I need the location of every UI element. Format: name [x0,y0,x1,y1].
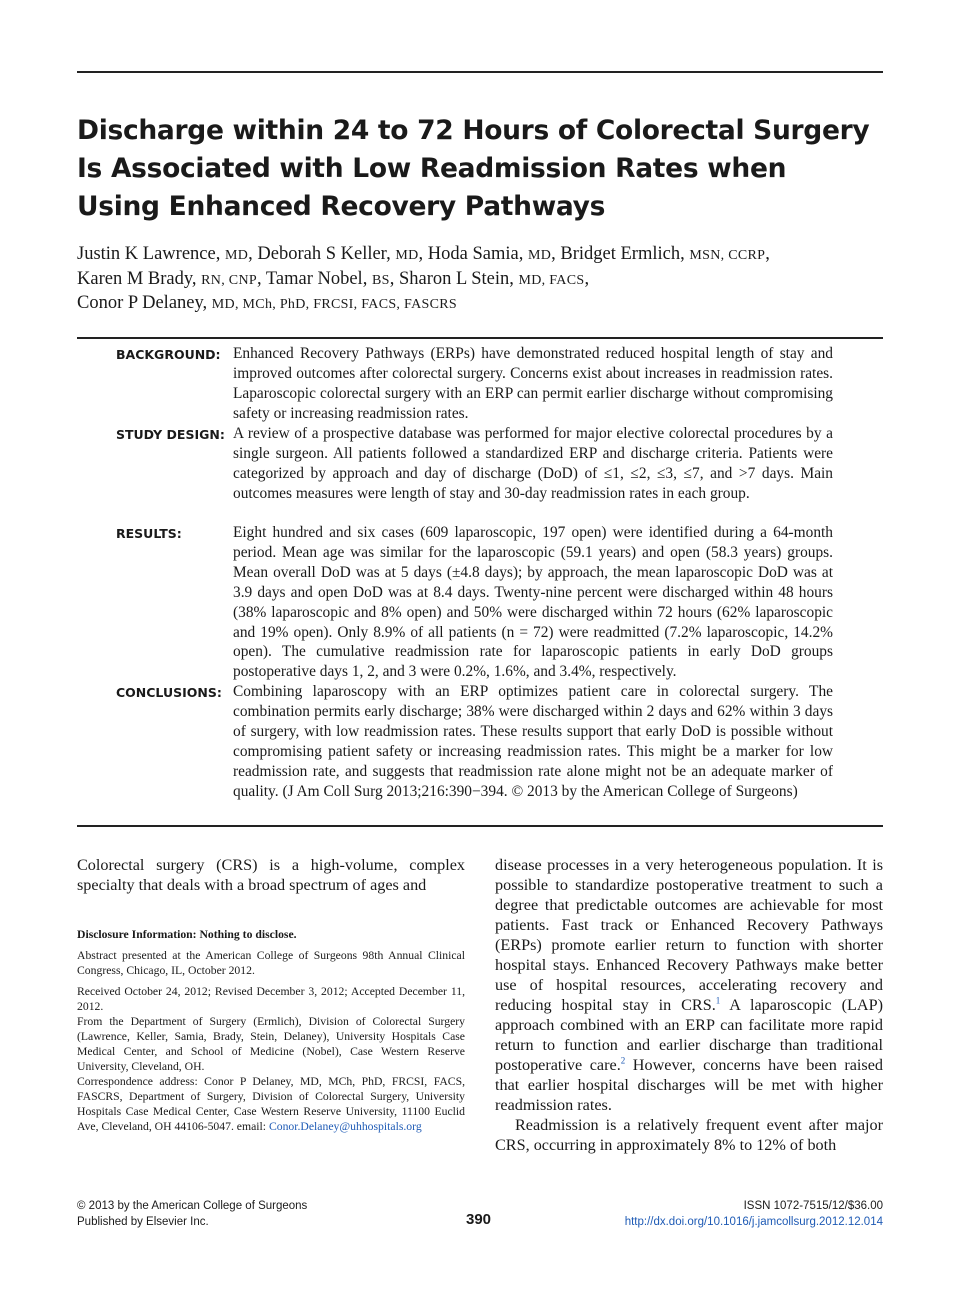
author-line [77,243,883,268]
author-separator: , [765,244,770,264]
abstract-presented-note: Abstract presented at the American College of Surgeons 98th Annual Clinical Congress, Chicago, IL, October 2012. [77,949,465,977]
left-column [77,855,465,1134]
abstract-bottom-rule [77,825,883,827]
received-note: Received October 24, 2012; Revised December 3, 2012; Accepted December 11, 2012. [77,985,465,1013]
author-degree: MSN, CCRP [689,248,766,263]
body-paragraph: Readmission is a relatively frequent event after major CRS, occurring in approximately 8% to 12% of both [495,1116,883,1154]
author-separator: , [389,268,399,289]
author-name: Sharon L Stein, [398,268,519,289]
author-name: Bridget Ermlich, [560,244,690,264]
author-degree: MD [224,248,249,263]
author-separator: , [584,268,590,289]
body-paragraph [495,855,883,1115]
title-line: Is Associated with Low Readmission Rates when [77,153,787,184]
author-name: Tamar Nobel, [265,268,372,289]
body-text-segment: A laparoscopic (LAP) approach combined with an ERP can facilitate more rapid return to function and earlier discharge than traditional postoperative care. [495,996,883,1074]
author-separator: , [248,244,258,264]
disclosure-note: Disclosure Information: Nothing to disclose. [77,928,297,941]
author-degree: BS [371,272,390,288]
body-paragraph: Colorectal surgery (CRS) is a high-volume, complex specialty that deals with a broad spectrum of ages and [77,856,465,894]
doi-link[interactable]: http://dx.doi.org/10.1016/j.jamcollsurg.2012.12.014 [624,1215,883,1228]
author-name: Deborah S Keller, [257,244,396,264]
issn: ISSN 1072-7515/12/$36.00 [743,1200,883,1212]
author-degree: MD [395,248,419,263]
author-line [77,292,883,317]
author-name: Karen M Brady, [77,268,202,289]
abstract-text: A review of a prospective database was performed for major elective colorectal procedures by a single surgeon. All patients followed a standardized ERP and discharge criteria. Patients were categorized by approach and day of discharge (DoD) of ≤1, ≤2, ≤3, ≤7, and >7 days. Main outcomes measures were length of stay and 30-day readmission rates in each group. [233,425,833,502]
title-line: Discharge within 24 to 72 Hours of Colorectal Surgery [77,115,870,146]
affiliation-note: From the Department of Surgery (Ermlich), Division of Colorectal Surgery (Lawrence, Keller, Samia, Brady, Stein, Delaney), University Hospitals Case Medical Center, and School of Medicine (Nobel), Case Western Reserve University, Cleveland, OH. [77,1015,465,1073]
author-degree: MD, FACS [518,272,585,288]
abstract-label: RESULTS: [116,526,182,541]
publisher: Published by Elsevier Inc. [77,1215,209,1228]
abstract-label: CONCLUSIONS: [116,685,222,700]
copyright: © 2013 by the American College of Surgeons [77,1200,308,1212]
author-degree: RN, CNP [201,272,257,288]
footer-right [625,1199,883,1230]
reference-link[interactable]: 2 [620,1055,626,1066]
author-separator: , [418,244,428,264]
right-column [495,855,883,1155]
article-notes [77,927,465,1134]
top-rule [77,71,883,73]
author-separator: , [551,244,561,264]
abstract-text: Combining laparoscopy with an ERP optimizes patient care in colorectal surgery. The combination permits early discharge; 38% were discharged within 2 days and 62% within 3 days of surgery, with low readmission rates. These results support that early DoD is possible without compromising patient safety or increasing readmission rates. This might be a marker for low readmission rate, and suggests that readmission rate alone might not be an adequate marker of quality. (J Am Coll Surg 2013;216:390−394. © 2013 by the American College of Surgeons) [233,683,833,800]
correspondence-note [77,1074,465,1134]
author-list [77,243,883,317]
article-page [77,0,883,1290]
body-text-segment: However, concerns have been raised that earlier hospital discharges will be met with higher readmission rates. [495,1056,883,1114]
email-link[interactable]: Conor.Delaney@uhhospitals.org [268,1120,422,1133]
correspondence-text: Correspondence address: Conor P Delaney, MD, MCh, PhD, FRCSI, FACS, FASCRS, Department of Surgery, Division of Colorectal Surgery, University Hospitals Case Medical Center, Case Western Reserve University, 11100 Euclid Ave, Cleveland, OH 44106-5047. email: [77,1075,465,1133]
author-degree: MD, MCh, PhD, FRCSI, FACS, FASCRS [211,297,457,312]
author-line [77,268,883,293]
abstract-label: STUDY DESIGN: [116,427,225,442]
abstract-text: Eight hundred and six cases (609 laparoscopic, 197 open) were identified during a 64-month period. Mean age was similar for the laparoscopic (59.1 years) and open (58.3 years) groups. Mean overall DoD was at 5 days (±4.8 days); by approach, the mean laparoscopic DoD was at 3.9 days and open DoD was at 8.4 days. Twenty-nine percent were discharged within 48 hours (38% laparoscopic and 8% open) and 50% were discharged within 72 hours (62% laparoscopic and 19% open). Only 8.9% of all patients (n = 72) were readmitted (7.2% laparoscopic, 14.2% open). The cumulative readmission rate for laparoscopic patients in early DoD groups postoperative days 1, 2, and 3 were 0.2%, 1.6%, and 3.4%, respectively. [233,524,833,681]
page-number: 390 [466,1211,492,1228]
reference-link[interactable]: 1 [715,995,721,1006]
author-name: Hoda Samia, [427,244,528,264]
author-name: Conor P Delaney, [77,293,212,313]
abstract-top-rule [77,337,883,339]
footer-left [77,1199,307,1230]
author-separator: , [256,268,266,289]
body-text-segment: disease processes in a very heterogeneous population. It is possible to standardize postoperative treatment to such a degree that predictable outcomes are achievable for most patients. Fast track or Enhanced Recovery Pathways (ERPs) promote earlier return to function with shorter hospital stays. Enhanced Recovery Pathways make better use of hospital resources, accelerating recovery and reducing hospital stay in CRS. [495,856,883,1014]
author-name: Justin K Lawrence, [77,244,225,264]
article-title [77,112,883,226]
abstract-text: Enhanced Recovery Pathways (ERPs) have demonstrated reduced hospital length of stay and improved outcomes after colorectal surgery. Concerns exist about increases in readmission rates. Laparoscopic colorectal surgery with an ERP can permit earlier discharge without compromising safety or increasing readmission rates. [233,345,833,422]
title-line: Using Enhanced Recovery Pathways [77,191,606,222]
abstract-label: BACKGROUND: [116,347,221,362]
author-degree: MD [527,248,552,263]
